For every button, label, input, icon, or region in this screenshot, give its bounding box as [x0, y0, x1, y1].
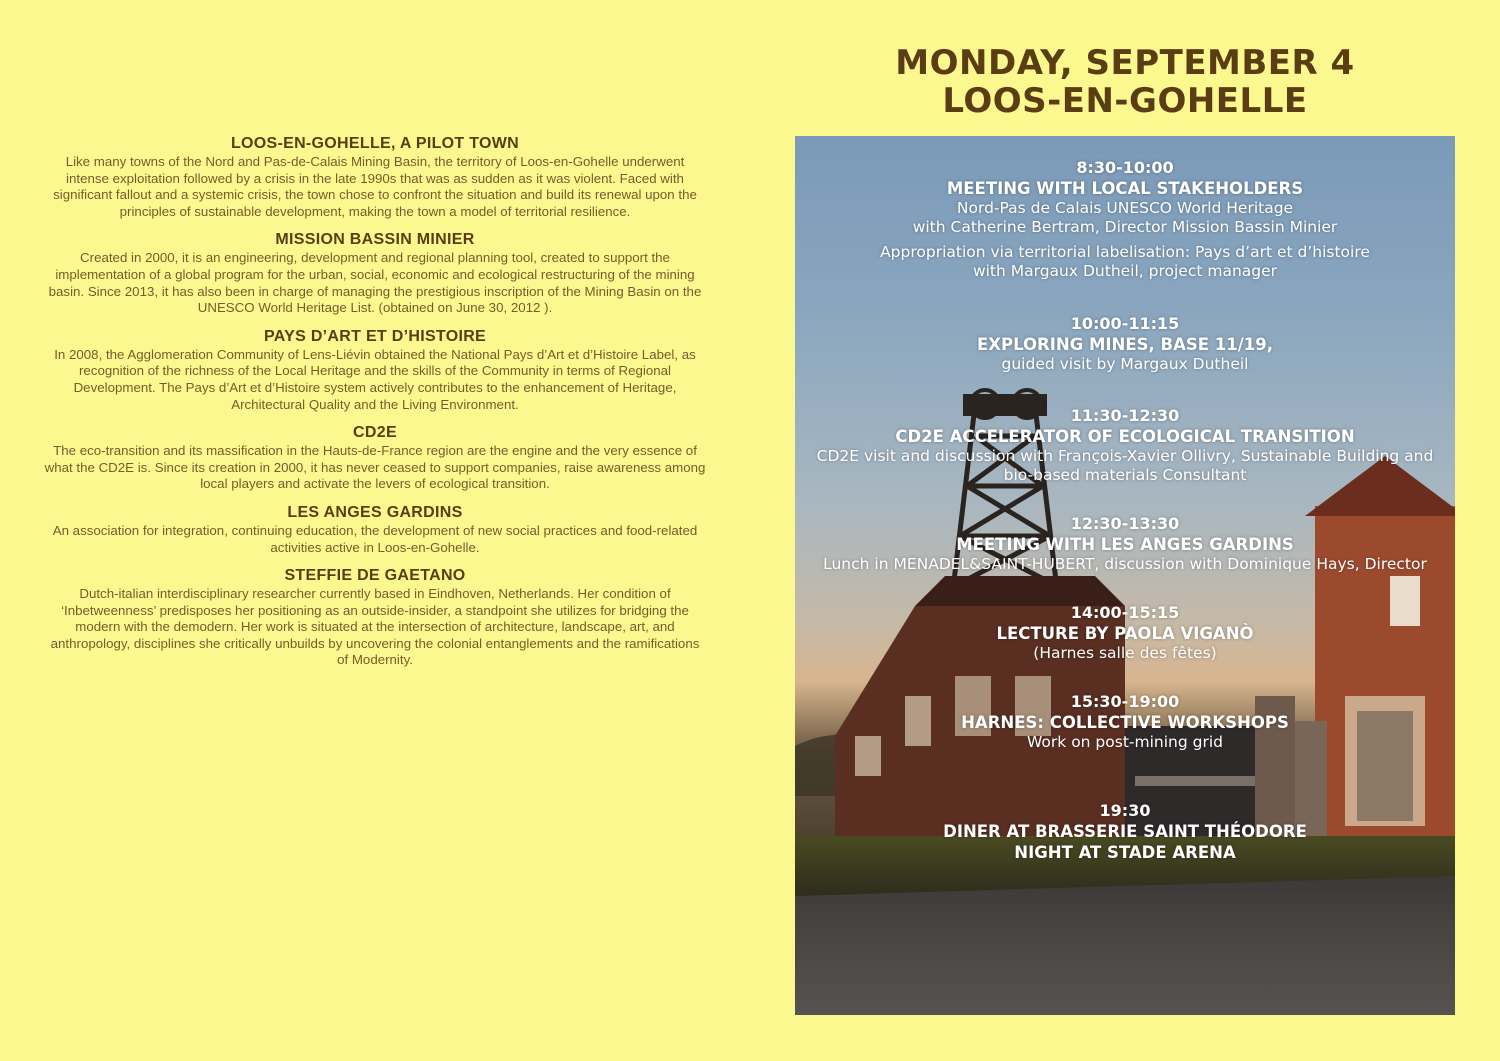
section-les-anges-gardins [44, 503, 706, 556]
schedule-item [795, 514, 1455, 574]
item-title: HARNES: COLLECTIVE WORKSHOPS [961, 713, 1289, 732]
section-heading: LES ANGES GARDINS [287, 503, 463, 521]
schedule-item [795, 406, 1455, 485]
schedule-item [795, 314, 1455, 374]
section-text: An association for integration, continuing education, the development of new social practices and food-related activities active in Loos-en-Gohelle. [52, 522, 698, 555]
item-desc: Appropriation via territorial labelisation: Pays d’art et d’histoire [880, 243, 1370, 261]
item-desc: with Catherine Bertram, Director Mission Bassin Minier [912, 218, 1338, 236]
section-text: Dutch-italian interdisciplinary researcher currently based in Eindhoven, Netherlands. Her condition of ‘Inbetweenness’ predisposes her positioning as an outside-insider, a standpoint she utilizes for bridging the modern with the demodern. Her work is situated at the intersection of architecture, landscape, art, and anthropology, disciplines she critically unbuilds by uncovering the colonial entanglements and the ramifications of Modernity. [50, 586, 700, 668]
schedule-item [795, 801, 1455, 863]
item-desc: (Harnes salle des fêtes) [1033, 644, 1217, 662]
item-desc: Nord-Pas de Calais UNESCO World Heritage [956, 199, 1294, 217]
schedule-item [795, 158, 1455, 281]
item-title: LECTURE BY PAOLA VIGANÒ [996, 624, 1254, 643]
item-desc: Lunch in MENADEL&SAINT-HUBERT, discussion with Dominique Hays, Director [823, 555, 1427, 573]
section-text: The eco-transition and its massification in the Hauts-de-France region are the engine and the very essence of what the CD2E is. Since its creation in 2000, it has never ceased to support companies, raise awareness among local players and activate the levers of ecological transition. [44, 443, 706, 492]
title-place: LOOS-EN-GOHELLE [942, 81, 1308, 121]
item-title: MEETING WITH LOCAL STAKEHOLDERS [946, 179, 1304, 198]
section-steffie-de-gaetano [44, 566, 706, 669]
section-pays-dart [44, 327, 706, 413]
section-cd2e [44, 423, 706, 493]
section-loos-en-gohelle [44, 134, 706, 220]
item-desc: with Margaux Dutheil, project manager [972, 262, 1278, 280]
section-heading: CD2E [353, 424, 397, 442]
item-time: 10:00-11:15 [1070, 314, 1180, 333]
section-heading: LOOS-EN-GOHELLE, A PILOT TOWN [230, 135, 520, 152]
item-title: EXPLORING MINES, BASE 11/19, [977, 335, 1273, 354]
item-desc: Work on post-mining grid [1027, 733, 1223, 751]
section-heading: STEFFIE DE GAETANO [284, 567, 466, 585]
page-title [795, 44, 1455, 120]
section-mission-bassin-minier [44, 230, 706, 316]
item-time: 12:30-13:30 [1070, 514, 1180, 533]
descriptions-column [44, 134, 706, 679]
section-text: Created in 2000, it is an engineering, development and regional planning tool, created to support the implementation of a global program for the urban, social, economic and ecological restructuring of the mining basin. Since 2013, it has also been in charge of managing the prestigious inscription of the Mining Basin on the UNESCO World Heritage List. (obtained on June 30, 2012 ). [48, 250, 702, 316]
item-title: DINER AT BRASSERIE SAINT THÉODORE [943, 822, 1307, 841]
item-time: 14:00-15:15 [1070, 603, 1180, 622]
item-time: 19:30 [1099, 801, 1151, 820]
section-heading: PAYS D’ART ET D’HISTOIRE [263, 327, 487, 345]
item-title: CD2E ACCELERATOR OF ECOLOGICAL TRANSITION [895, 427, 1355, 446]
item-desc: CD2E visit and discussion with François-Xavier Ollivry, Sustainable Building and [816, 447, 1434, 465]
item-time: 8:30-10:00 [1076, 158, 1174, 177]
section-heading: MISSION BASSIN MINIER [275, 231, 475, 249]
schedule-item [795, 603, 1455, 663]
item-desc: guided visit by Margaux Dutheil [1001, 355, 1249, 373]
schedule-item [795, 692, 1455, 752]
item-title: NIGHT AT STADE ARENA [1014, 843, 1236, 862]
item-desc: bio-based materials Consultant [1003, 466, 1247, 484]
title-date: MONDAY, SEPTEMBER 4 [895, 43, 1355, 83]
section-text: Like many towns of the Nord and Pas-de-Calais Mining Basin, the territory of Loos-en-Gohelle underwent intense exploitation followed by a crisis in the late 1990s that was as sudden as it was violent. Faced with significant fallout and a systemic crisis, the town chose to confront the situation and build its renewal upon the principles of sustainable development, making the town a model of territorial resilience. [53, 154, 697, 219]
item-time: 11:30-12:30 [1070, 406, 1180, 425]
item-title: MEETING WITH LES ANGES GARDINS [956, 535, 1294, 554]
item-time: 15:30-19:00 [1070, 692, 1180, 711]
section-text: In 2008, the Agglomeration Community of Lens-Liévin obtained the National Pays d’Art et d’Histoire Label, as recognition of the richness of the Local Heritage and the skills of the Community in terms of Regional Development. The Pays d’Art et d’Histoire system actively contributes to the enhancement of Heritage, Architectural Quality and the Living Environment. [54, 346, 696, 412]
